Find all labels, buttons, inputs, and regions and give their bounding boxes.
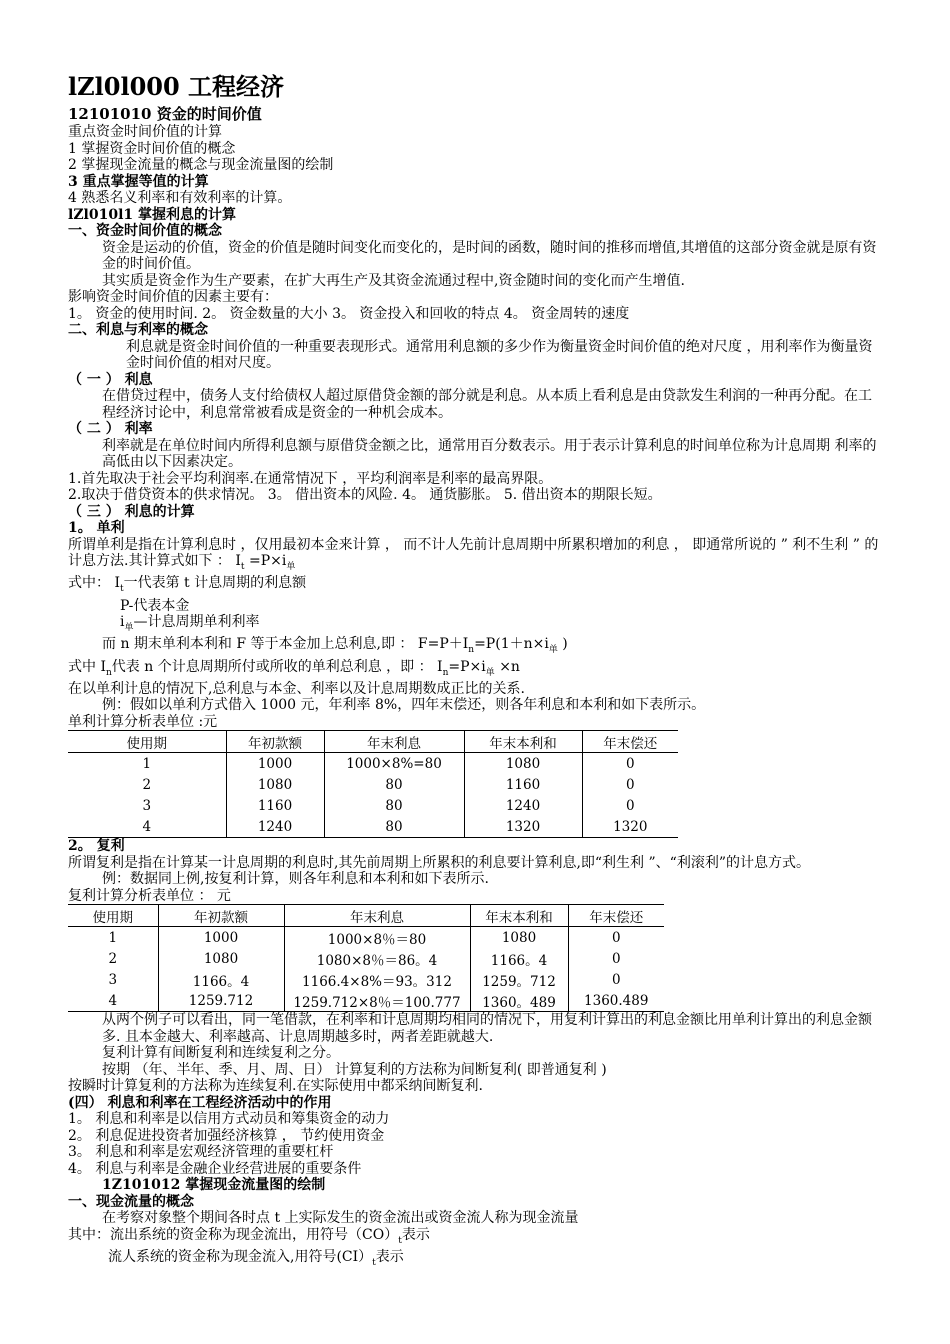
table-cell: 1000×8%=80 xyxy=(324,753,464,775)
intro-line: 重点资金时间价值的计算 xyxy=(68,124,222,140)
table-cell: 1259。712 xyxy=(470,969,568,990)
table-header-cell: 年末利息 xyxy=(324,731,464,753)
table-header-cell: 使用期 xyxy=(68,731,226,753)
table-cell: 80 xyxy=(324,774,464,795)
paragraph: 按期 （年、半年、季、月、周、日） 计算复利的方法称为间断复利( 即普通复利 ) xyxy=(102,1061,607,1078)
table-cell: 0 xyxy=(582,753,678,775)
paragraph: 影响资金时间价值的因素主要有： xyxy=(68,289,278,305)
table-cell: 1320 xyxy=(464,816,582,838)
table-cell: 1240 xyxy=(464,795,582,816)
table-cell: 1360。489 xyxy=(470,990,568,1012)
paragraph: 1.首先取决于社会平均利润率.在通常情况下 ，平均利润率是利率的最高界限。 xyxy=(68,470,553,487)
intro-line: 4 熟悉名义利率和有效利率的计算。 xyxy=(68,190,292,206)
heading: 1。 单利 xyxy=(68,520,125,536)
table-cell: 0 xyxy=(568,927,664,949)
table-cell: 1166。4 xyxy=(470,948,568,969)
paragraph: 从两个例子可以看出，同一笔借款，在利率和计息周期均相同的情况下，用复利计算出的利息金额比用单利计算出的利息金额多. 且本金越大、利率越高、计息周期越多时，两者差距就越大. xyxy=(102,1012,872,1045)
intro-line: 1 掌握资金时间价值的概念 xyxy=(68,140,236,157)
table-cell: 1080×8％＝86。4 xyxy=(284,948,470,969)
table-cell: 1000 xyxy=(226,753,324,775)
table-row xyxy=(68,948,664,969)
table-cell: 4 xyxy=(68,990,158,1012)
table-header-cell: 年末本利和 xyxy=(464,731,582,753)
heading: （ 三 ） 利息的计算 xyxy=(68,503,195,520)
paragraph: 2.取决于借贷资本的供求情况。 3。 借出资本的风险. 4。 通货膨胀。 5. 借出资本的期限长短。 xyxy=(68,487,662,503)
table-cell: 80 xyxy=(324,795,464,816)
table-cell: 1166。4 xyxy=(158,969,284,990)
paragraph: 其中：流出系统的资金称为现金流出，用符号$(CO)_t$表示 xyxy=(68,1226,430,1246)
paragraph: 利率就是在单位时间内所得利息额与原借贷金额之比，通常用百分数表示。用于表示计算利息的时间单位称为计息周期 利率的高低由以下因素决定。 xyxy=(102,437,877,470)
table-cell: 1320 xyxy=(582,816,678,838)
table-caption: 复利计算分析表单位 ： 元 xyxy=(68,887,231,904)
table-cell: 2 xyxy=(142,776,152,793)
table-row xyxy=(68,816,678,838)
table-header-cell: 年末利息 xyxy=(284,905,470,927)
table-cell: 1360.489 xyxy=(568,990,664,1012)
paragraph: 按瞬时计算复利的方法称为连续复利.在实际使用中都采纳间断复利. xyxy=(68,1078,483,1095)
paragraph: 资金是运动的价值，资金的价值是随时间变化而变化的，是时间的函数，随时间的推移而增值,其增值的这部分资金就是原有资金的时间价值。 xyxy=(102,239,877,272)
intro-line: 2 掌握现金流量的概念与现金流量图的绘制 xyxy=(68,157,334,173)
list-item: 2。 利息促进投资者加强经济核算 ， 节约使用资金 xyxy=(68,1127,385,1144)
table-caption: 单利计算分析表单位 :元 xyxy=(68,713,218,730)
table-cell: 4 xyxy=(68,816,226,838)
table-cell: 1 xyxy=(108,929,118,946)
subsection-heading: lZl010l1 掌握利息的计算 xyxy=(68,206,237,223)
formula-line: P-代表本金 xyxy=(120,597,190,614)
table-header-cell: 年初款额 xyxy=(158,905,284,927)
table-row xyxy=(68,990,664,1012)
table-cell: 3 xyxy=(108,971,118,988)
doc-title: lZl0l000 工程经济 xyxy=(68,72,285,101)
list-item: 1。 利息和利率是以信用方式动员和筹集资金的动力 xyxy=(68,1111,390,1128)
paragraph: 在以单利计息的情况下,总利息与本金、利率以及计息周期数成正比的关系. xyxy=(68,680,525,697)
table-cell: 0 xyxy=(582,774,678,795)
paragraph: 在借贷过程中，债务人支付给债权人超过原借贷金额的部分就是利息。从本质上看利息是由贷款发生利润的一种再分配。在工程经济讨论中，利息常常被看成是资金的一种机会成本。 xyxy=(102,388,872,421)
table-cell: 1240 xyxy=(226,816,324,838)
table-cell: 1166.4×8%＝93。312 xyxy=(284,969,470,990)
table-cell: 1000 xyxy=(158,927,284,949)
table-cell: 3 xyxy=(142,797,152,814)
list-item: 3。 利息和利率是宏观经济管理的重要杠杆 xyxy=(68,1144,334,1161)
formula-line: 式中 $I_n$代表 n 个计息周期所付或所收的单利总利息 ，即 ： $I_n=P\times i_单 \times n$ xyxy=(68,658,520,678)
table-row xyxy=(68,753,678,775)
table-cell: 1080 xyxy=(464,753,582,775)
heading: 2。 复利 xyxy=(68,838,125,855)
intro-line: 3 重点掌握等值的计算 xyxy=(68,173,209,190)
table-cell: 0 xyxy=(568,948,664,969)
paragraph: 例：数据同上例,按复利计算，则各年利息和本利和如下表所示. xyxy=(102,871,489,888)
table-cell: 1 xyxy=(142,755,152,772)
table-cell: 1160 xyxy=(464,774,582,795)
factor-list: 1。 资金的使用时间. 2。 资金数量的大小 3。 资金投入和回收的特点 4。 资金周转的速度 xyxy=(68,305,630,322)
table-row xyxy=(68,969,664,990)
heading: （ 二 ） 利率 xyxy=(68,421,153,437)
table-row xyxy=(68,774,678,795)
table-cell: 1160 xyxy=(226,795,324,816)
heading: 一、现金流量的概念 xyxy=(68,1193,194,1210)
heading: (四） 利息和利率在工程经济活动中的作用 xyxy=(68,1094,332,1111)
simple-interest-table xyxy=(68,730,678,838)
paragraph: 在考察对象整个期间各时点 t 上实际发生的资金流出或资金流人称为现金流量 xyxy=(102,1210,579,1227)
heading: 一、资金时间价值的概念 xyxy=(68,223,222,239)
table-cell: 1000×8％＝80 xyxy=(284,927,470,949)
table-row xyxy=(68,927,664,949)
table-cell: 1080 xyxy=(470,927,568,949)
table-header-cell: 年末偿还 xyxy=(582,731,678,753)
heading: 二、利息与利率的概念 xyxy=(68,322,208,338)
paragraph: 所谓复利是指在计算某一计息周期的利息时,其先前周期上所累积的利息要计算利息,即“利生利 ”、“利滚利”的计息方式。 xyxy=(68,854,810,871)
table-header-cell: 年初款额 xyxy=(226,731,324,753)
section-heading: 12101010 资金的时间价值 xyxy=(68,105,262,123)
paragraph: 复利计算有间断复利和连续复利之分。 xyxy=(102,1045,340,1062)
table-header-cell: 年末本利和 xyxy=(470,905,568,927)
paragraph: 例：假如以单利方式借入 1000 元，年利率 8%，四年末偿还，则各年利息和本利和如下表所示。 xyxy=(102,697,706,714)
formula-line: 式中： $I_t$一代表第 t 计息周期的利息额 xyxy=(68,575,307,595)
table-row xyxy=(68,795,678,816)
formula-line: $i_单—$计息周期单利利率 xyxy=(120,614,260,633)
paragraph: 所谓单利是指在计算利息时 ，仅用最初本金来计算 ， 而不计人先前计息周期中所累积增加的利息 ， 即通常所说的 ” 利不生利 ” 的计息方法.其计算式如下 ： $I_t =P\times i_单$ xyxy=(68,536,879,572)
document-page xyxy=(68,70,883,1272)
paragraph: 其实质是资金作为生产要素，在扩大再生产及其资金流通过程中,资金随时间的变化而产生增值. xyxy=(102,272,685,289)
table-cell: 1080 xyxy=(226,774,324,795)
paragraph: 利息就是资金时间价值的一种重要表现形式。通常用利息额的多少作为衡量资金时间价值的绝对尺度 ，用利率作为衡量资金时间价值的相对尺度。 xyxy=(126,338,873,371)
subsection-heading: 1Z101012 掌握现金流量图的绘制 xyxy=(102,1177,326,1194)
table-cell: 0 xyxy=(568,969,664,990)
table-cell: 80 xyxy=(324,816,464,838)
table-cell: 2 xyxy=(108,950,118,967)
table-cell: 1259.712 xyxy=(158,990,284,1012)
table-header-cell: 使用期 xyxy=(68,905,158,927)
compound-interest-table xyxy=(68,904,664,1012)
table-header-cell: 年末偿还 xyxy=(568,905,664,927)
paragraph: 流人系统的资金称为现金流入,用符号$(CI)_t$表示 xyxy=(108,1249,404,1269)
table-cell: 1080 xyxy=(158,948,284,969)
table-cell: 0 xyxy=(582,795,678,816)
heading: （ 一 ） 利息 xyxy=(68,371,153,388)
formula-line: 而 n 期末单利本利和 F 等于本金加上总利息,即 ： $F=P+I_n=P(1+n\times i_单$ ) xyxy=(102,636,568,656)
table-cell: 1259.712×8％＝100.777 xyxy=(284,990,470,1012)
list-item: 4。 利息与利率是金融企业经营进展的重要条件 xyxy=(68,1160,362,1177)
